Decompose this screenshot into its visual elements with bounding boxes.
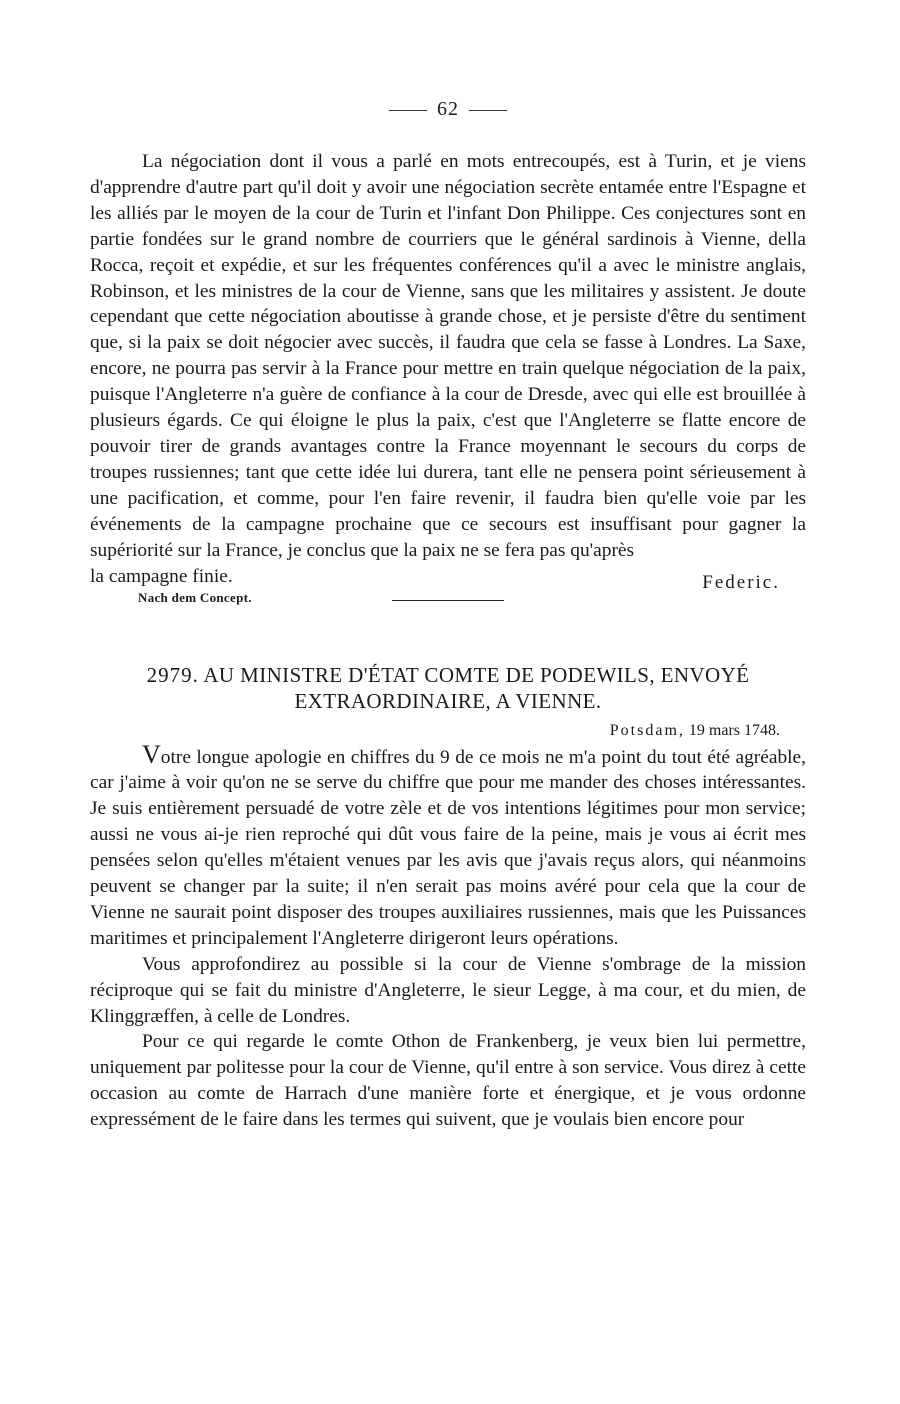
header-dash-right	[469, 110, 507, 111]
page-header	[90, 98, 806, 121]
letter-closing	[90, 564, 806, 610]
document-page	[90, 98, 806, 1133]
letter-heading	[90, 662, 806, 714]
page-number: 62	[437, 98, 459, 120]
letter-paragraph: Pour ce qui regarde le comte Othon de Frankenberg, je veux bien lui permettre, uniquement par politesse pour la cour de Vienne, qu'il entre à son service. Vous direz à cette occasion au comte de Harrach d'une manière forte et énergique, et je vous ordonne expressément de le faire dans les termes qui suivent, que je voulais bien encore pour	[90, 1031, 806, 1131]
signature: Federic.	[702, 571, 780, 593]
letter-heading-text: AU MINISTRE D'ÉTAT COMTE DE PODEWILS, ENVOYÉ EXTRAORDINAIRE, A VIENNE.	[203, 662, 750, 713]
continued-letter-paragraph: La négociation dont il vous a parlé en mots entrecoupés, est à Turin, et je viens d'apprendre d'autre part qu'il doit y avoir une négociation secrète entamée entre l'Espagne et les alliés par le moyen de la cour de Turin et l'infant Don Philippe. Ces conjectures sont en partie fondées sur le grand nombre de courriers que le général sardinois à Vienne, della Rocca, reçoit et expédie, et sur les fréquentes conférences qu'il a avec le ministre anglais, Robinson, et les ministres de la cour de Vienne, sans que les militaires y assistent. Je doute cependant que cette négociation aboutisse à grande chose, et je persiste d'être du sentiment que, si la paix se doit négocier avec succès, il faudra que cela se fasse à Londres. La Saxe, encore, ne pourra pas servir à la France pour mettre en train quelque négociation de la paix, puisque l'Angleterre n'a guère de confiance à la cour de Dresde, avec qui elle est brouillée à plusieurs égards. Ce qui éloigne le plus la paix, c'est que l'Angleterre se flatte encore de pouvoir tirer de grands avantages contre la France moyennant le secours du corps de troupes russiennes; tant que cette idée lui durera, tant elle ne pensera point sérieusement à une pacification, et comme, pour l'en faire revenir, il faudra bien qu'elle voie par les événements de la campagne prochaine que ce secours est insuffisant pour gagner la supériorité sur la France, je conclus que la paix ne se fera pas qu'après	[90, 151, 806, 561]
section-divider	[392, 600, 504, 601]
source-note: Nach dem Concept.	[138, 589, 252, 605]
letter-paragraph: Vous approfondirez au possible si la cour de Vienne s'ombrage de la mission réciproque qui se fait du ministre d'Angleterre, le sieur Legge, à ma cour, et du mien, de Klinggræffen, à celle de Londres.	[90, 953, 806, 1027]
letter-place: Potsdam,	[609, 721, 685, 739]
letter-paragraph: Votre longue apologie en chiffres du 9 de ce mois ne m'a point du tout été agréable, car j'aime à voir qu'on ne se serve du chiffre que pour me mander des choses intéressantes. Je suis entièrement persuadé de votre zèle et de vos intentions légitimes pour mon service; aussi ne vous ai-je rien reproché qui dût vous faire de la peine, mais je vous ai écrit mes pensées selon qu'elles m'étaient venues par les avis que j'avais reçus alors, qui néanmoins peuvent se changer par la suite; il n'en serait pas moins avéré pour cela que la cour de Vienne ne saurait point disposer des troupes auxiliaires russiennes, mais que les Puissances maritimes et principalement l'Angleterre dirigeront leurs opérations.	[90, 739, 806, 949]
continued-letter-last-line: la campagne finie.	[90, 565, 233, 587]
header-dash-left	[389, 110, 427, 111]
letter-dateline	[90, 722, 806, 740]
letter-number: 2979.	[146, 662, 199, 687]
letter-date: 19 mars 1748.	[688, 721, 780, 739]
